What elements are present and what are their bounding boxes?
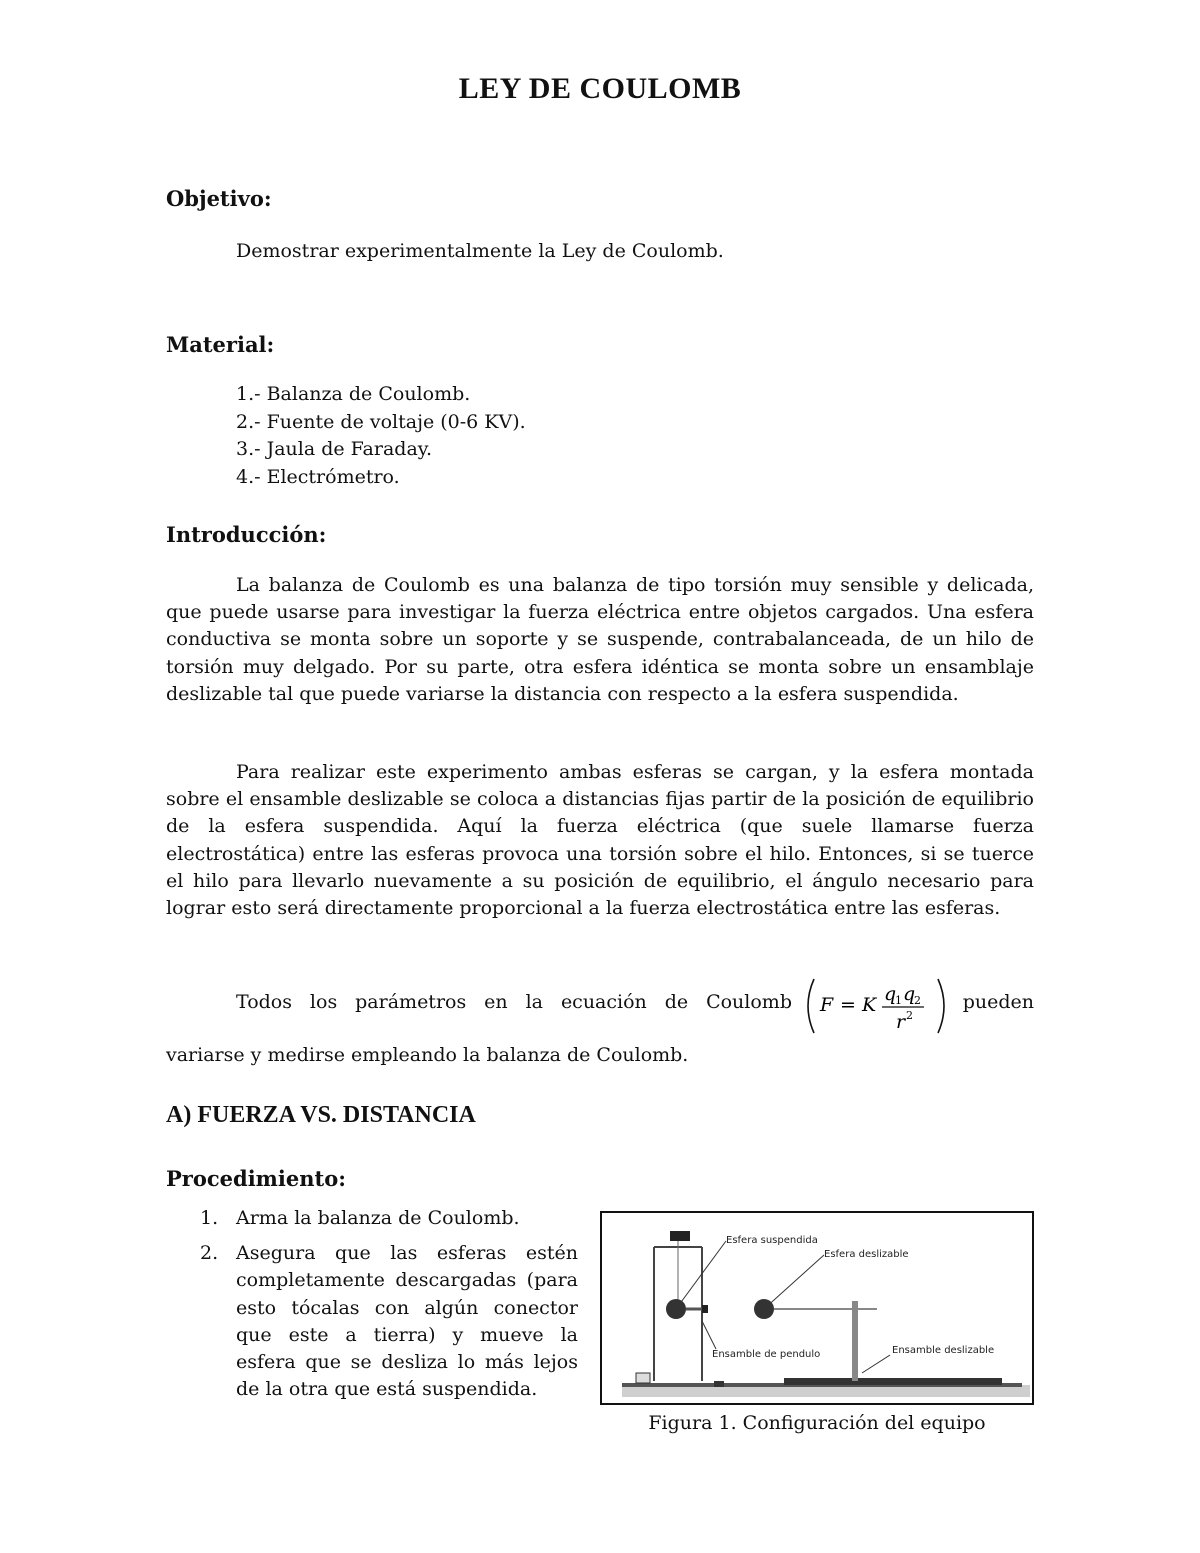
- label-suspended-sphere: Esfera suspendida: [726, 1235, 818, 1246]
- formula-q2: q: [903, 983, 916, 1005]
- sliding-track: [784, 1378, 1002, 1385]
- material-item: 1.- Balanza de Coulomb.: [236, 383, 471, 405]
- material-item: 3.- Jaula de Faraday.: [236, 438, 433, 460]
- formula-lhs: F: [820, 994, 834, 1016]
- leader-pendulum: [702, 1321, 716, 1349]
- leader-sliding-assembly: [862, 1355, 890, 1373]
- procedure-step-number: 1.: [200, 1207, 219, 1229]
- formula-exponent: 2: [906, 1009, 913, 1022]
- objective-heading: Objetivo:: [166, 186, 272, 211]
- procedure-heading: Procedimiento:: [166, 1166, 346, 1191]
- formula-line-before: Todos los parámetros en la ecuación de Coulomb: [236, 991, 792, 1013]
- figure-equipment: [600, 1211, 1034, 1405]
- procedure-list: [166, 1205, 578, 1411]
- material-item: 4.- Electrómetro.: [236, 465, 400, 488]
- introduction-paragraph-2: Para realizar este experimento ambas esferas se cargan, y la esfera montada sobre el ensamble deslizable se coloca a distancias fijas partir de la posición de equilibrio de la esfera suspendida. Aquí la fuerza eléctrica (que suele llamarse fuerza electrostática) entre las esferas provoca una torsión sobre el hilo. Entonces, si se tuerce el hilo para llevarlo nuevamente a su posición de equilibrio, el ángulo necesario para lograr esto será directamente proporcional a la fuerza electrostática entre las esferas.: [166, 761, 1034, 920]
- objective-text: Demostrar experimentalmente la Ley de Coulomb.: [236, 240, 724, 262]
- formula-sub2: 2: [914, 994, 921, 1007]
- procedure-step: [166, 1240, 578, 1403]
- formula-line: [166, 975, 1034, 1035]
- document-title: LEY DE COULOMB: [458, 72, 742, 105]
- leader-sliding: [764, 1255, 824, 1309]
- formula-equals: =: [840, 994, 856, 1016]
- sliding-post: [852, 1301, 858, 1381]
- formula-line-after: pueden: [962, 991, 1034, 1013]
- formula-line-end: variarse y medirse empleando la balanza de Coulomb.: [166, 1044, 689, 1066]
- procedure-step: [166, 1205, 578, 1232]
- procedure-step-number: 2.: [200, 1242, 219, 1265]
- coulomb-formula: [802, 975, 950, 1037]
- introduction-paragraph-1: La balanza de Coulomb es una balanza de tipo torsión muy sensible y delicada, que puede usarse para investigar la fuerza eléctrica entre objetos cargados. Una esfera conductiva se monta sobre un soporte y se suspende, contrabalanceada, de un hilo de torsión muy delgado. Por su parte, otra esfera idéntica se monta sobre un ensamblaje deslizable tal que puede variarse la distancia con respecto a la esfera suspendida.: [166, 574, 1034, 705]
- label-pendulum-assembly: Ensamble de pendulo: [712, 1349, 821, 1360]
- label-sliding-assembly: Ensamble deslizable: [892, 1345, 995, 1356]
- formula-sub1: 1: [895, 994, 902, 1007]
- base-knob: [714, 1381, 724, 1387]
- formula-r: r: [896, 1011, 906, 1033]
- procedure-step-text: Arma la balanza de Coulomb.: [236, 1207, 520, 1229]
- counterweight: [702, 1305, 708, 1313]
- section-a-heading: A) FUERZA VS. DISTANCIA: [166, 1102, 476, 1128]
- introduction-heading: Introducción:: [166, 522, 327, 547]
- formula-constant: K: [862, 994, 877, 1016]
- base-foot: [636, 1373, 650, 1383]
- material-heading: Material:: [166, 332, 275, 357]
- label-sliding-sphere: Esfera deslizable: [824, 1249, 909, 1260]
- formula-q1: q: [884, 983, 897, 1005]
- figure-caption: Figura 1. Configuración del equipo: [648, 1412, 986, 1434]
- equipment-diagram: [602, 1213, 1031, 1402]
- torsion-head: [670, 1231, 690, 1241]
- material-item: 2.- Fuente de voltaje (0-6 KV).: [236, 410, 526, 433]
- material-list: [236, 381, 526, 491]
- procedure-step-text: Asegura que las esferas estén completamente descargadas (para esto tócalas con algún conector que este a tierra) y mueve la esfera que se desliza lo más lejos de la otra que está suspendida.: [236, 1242, 578, 1401]
